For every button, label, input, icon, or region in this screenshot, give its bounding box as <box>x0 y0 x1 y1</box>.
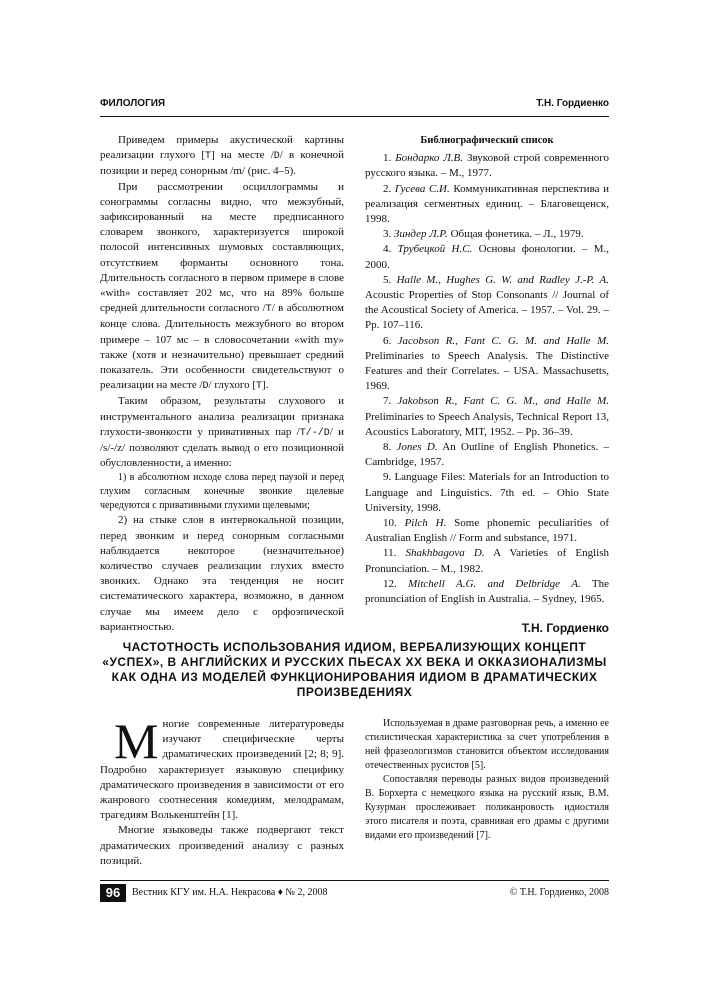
paragraph: ногие современные литературоведы изучают специфические черты драматических произведений [2; 8; 9]. Подробно характеризует языковую специфику драматического произведения в зависимости от его жанрового соотнесения комедиям, мелодрамам, трагедиям Волькенштейн [1]. <box>100 718 344 822</box>
article-author: Т.Н. Гордиенко <box>521 621 609 635</box>
bibliography-entry: 3. Зиндер Л.Р. Общая фонетика. – Л., 1979. <box>383 228 584 241</box>
section-title: ФИЛОЛОГИЯ <box>100 98 166 109</box>
list-item: 1) в абсолютном исходе слова перед паузой и перед глухим согласным конечные звонкие щелевые чередуются с привативными глухими щелевыми; <box>100 472 344 512</box>
paragraph: Многие языковеды также подвергают текст драматических произведений анализу с разных позиций. <box>100 824 344 867</box>
bibliography-entry: 9. Language Files: Materials for an Introduction to Language and Linguistics. 7th ed. – Ohio State University, 1998. <box>365 471 610 514</box>
bibliography-entry: 10. Pilch H. Some phonemic peculiarities of Australian English // Form and substance, 1971. <box>365 517 609 545</box>
bibliography-entry: 8. Jones D. An Outline of English Phonetics. – Cambridge, 1957. <box>365 441 609 469</box>
paragraph: Используемая в драме разговорная речь, а именно ее стилистическая характеристика за счет употребления в ней фразеологизмов становится объектом исследования отечественных русистов [5]. <box>365 718 609 771</box>
drop-cap: М <box>114 713 159 769</box>
bibliography-list <box>365 151 609 607</box>
paragraph: При рассмотрении осциллограммы и сонограммы согласны видно, что межзубный, зафиксированный на месте предписанного словарем звонкого, характеризуется широкой полосой интенсивных шумовых составляющих, отсутствием форманты основного тона. Длительность согласного в первом примере в слове «with» составляет 202 мс, что на 89% больше средней длительности согласного /T/ в абсолютном конце слова. Длительность межзубного во втором примере – 107 мс – в словосочетании «with my» также (хотя и незначительно) превышает средний показатель. Эти особенности свидетельствуют о реализации на месте /D/ глухого [T]. <box>100 180 344 393</box>
paragraph: Приведем примеры акустической картины реализации глухого [T] на месте /D/ в конечной позиции и перед сонорным /m/ (рис. 4–5). <box>100 134 344 178</box>
bibliography <box>365 133 609 607</box>
bibliography-entry: 5. Halle M., Hughes G. W. and Radley J.-P. A. Acoustic Properties of Stop Consonants // Journal of the Acoustical Society of America. – 1957. – Vol. 29. – Pp. 107–116. <box>365 273 609 332</box>
bibliography-entry: 2. Гусева С.И. Коммуникативная перспектива и реализация сегментных единиц. – Благовещенск, 1998. <box>365 182 610 226</box>
bibliography-entry: 12. Mitchell A.G. and Delbridge A. The pronunciation of English in Australia. – Sydney, 1965. <box>365 577 609 606</box>
list-item: 2) на стыке слов в интервокальной позиции, перед звонким и перед сонорным согласными наблюдается некоторое (незначительное) количество случаев реализации глухих вместо звонких. Однако эта тенденция не носит систематического характера, возможно, в данном случае мы имеем дело с орфоэпической вариантностью. <box>100 514 344 633</box>
bibliography-entry: 6. Jacobson R., Fant C. G. M. and Halle M. Preliminaries to Speech Analysis. The Distinctive Features and their Correlates. – USA. Massachusetts, 1969. <box>365 334 609 393</box>
bibliography-entry: 7. Jakobson R., Fant C. G. M., and Halle M. Preliminaries to Speech Analysis, Technical Report 13, Acoustics Laboratory, MIT, 1952. – Pp. 36–39. <box>365 395 610 438</box>
page-footer <box>100 884 609 902</box>
bibliography-title: Библиографический список <box>420 135 554 146</box>
bottom-right-column <box>365 717 609 843</box>
paragraph: Таким образом, результаты слухового и инструментального анализа реализации признака глухости-звонкости у привативных пар /T/-/D/ и /s/-/z/ позволяют сделать вывод о его позиционной обусловленности, а именно: <box>100 395 344 470</box>
copyright: © Т.Н. Гордиенко, 2008 <box>509 887 609 898</box>
header-rule <box>100 116 609 117</box>
header-author: Т.Н. Гордиенко <box>536 98 609 109</box>
bottom-left-column <box>100 713 344 869</box>
paragraph: Сопоставляя переводы разных видов произведений В. Борхерта с немецкого языка на русский язык, В.М. Кузурман прослеживает поликанровость идиостиля этого писателя и поэта, сравнивая его драмы с другими видами его произведений [7]. <box>365 774 609 841</box>
page-number: 96 <box>100 884 126 902</box>
bibliography-entry: 11. Shakhbagova D. A Varieties of English Pronunciation. – M., 1982. <box>365 547 609 575</box>
running-header <box>100 98 609 112</box>
bibliography-entry: 1. Бондарко Л.В. Звуковой строй современного русского языка. – М., 1977. <box>365 152 609 180</box>
bibliography-entry: 4. Трубецкой Н.С. Основы фонологии. – М., 2000. <box>365 243 609 271</box>
journal-name: Вестник КГУ им. Н.А. Некрасова ♦ № 2, 2008 <box>132 887 328 898</box>
top-left-column <box>100 133 344 635</box>
footer-rule <box>100 880 609 881</box>
article-title: ЧАСТОТНОСТЬ ИСПОЛЬЗОВАНИЯ ИДИОМ, ВЕРБАЛИЗУЮЩИХ КОНЦЕПТ «УСПЕХ», В АНГЛИЙСКИХ И РУССКИХ ПЬЕСАХ XX ВЕКА И ОККАЗИОНАЛИЗМЫ КАК ОДНА ИЗ МОДЕЛЕЙ ФУНКЦИОНИРОВАНИЯ ИДИОМ В ДРАМАТИЧЕСКИХ ПРОИЗВЕДЕНИЯХ <box>102 640 607 699</box>
